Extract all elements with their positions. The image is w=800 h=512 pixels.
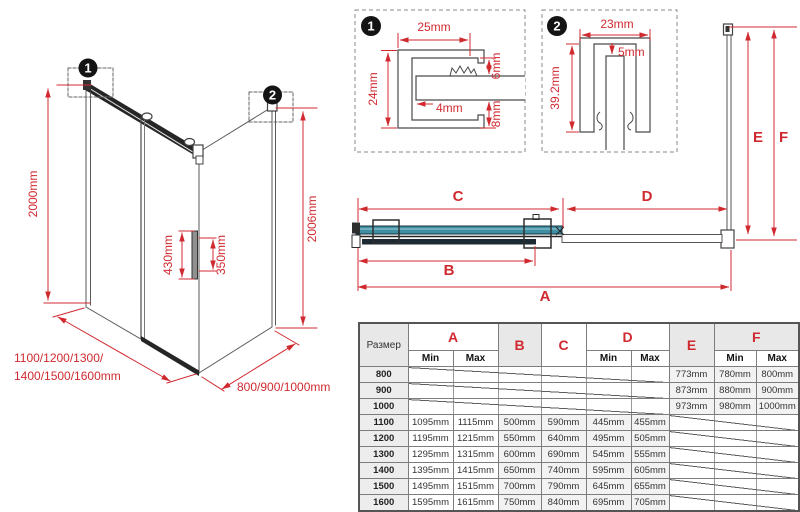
table-row xyxy=(359,415,799,431)
cell-not-applicable xyxy=(408,367,669,383)
cell-f-max: 900mm xyxy=(756,383,799,399)
wall-corner-block xyxy=(721,230,734,248)
cell-f-min: 780mm xyxy=(714,367,756,383)
cell-f-max: 1000mm xyxy=(756,399,799,415)
table-row xyxy=(359,431,799,447)
glass-panel-section xyxy=(606,56,624,150)
cell-c: 840mm xyxy=(541,495,586,512)
table-row xyxy=(359,479,799,495)
table-row xyxy=(359,367,799,383)
subheader-f-min: Min xyxy=(714,351,756,367)
plan-dim-a-label: A xyxy=(539,288,551,305)
col-header-b: B xyxy=(498,323,541,367)
table-row xyxy=(359,495,799,512)
detail-1-width-label: 25mm xyxy=(417,20,451,34)
dim-handle-label: 430mm xyxy=(161,234,175,276)
cell-size: 1100 xyxy=(359,415,408,431)
cell-a-max: 1115mm xyxy=(453,415,498,431)
cell-d-min: 545mm xyxy=(586,447,631,463)
cell-d-max: 505mm xyxy=(631,431,669,447)
cell-a-max: 1215mm xyxy=(453,431,498,447)
cell-c: 640mm xyxy=(541,431,586,447)
cell-d-min: 595mm xyxy=(586,463,631,479)
table-row xyxy=(359,447,799,463)
cell-a-max: 1615mm xyxy=(453,495,498,512)
dim-width-label-line2: 1400/1500/1600mm xyxy=(14,369,121,383)
cell-b: 750mm xyxy=(498,495,541,512)
cell-e: 973mm xyxy=(669,399,714,415)
wall-profile-cap xyxy=(352,223,360,234)
cell-not-applicable xyxy=(669,415,799,431)
front-panel xyxy=(86,85,199,373)
detail-1-bottom-label: 8mm xyxy=(489,100,503,128)
cell-d-min: 445mm xyxy=(586,415,631,431)
plan-dim-b-label: B xyxy=(443,262,455,279)
cell-d-max: 455mm xyxy=(631,415,669,431)
cell-a-max: 1315mm xyxy=(453,447,498,463)
dim-handle-gap-label: 350mm xyxy=(214,234,228,276)
cell-f-min: 980mm xyxy=(714,399,756,415)
detail-1 xyxy=(355,10,525,152)
detail-1-number: 1 xyxy=(367,18,375,34)
side-panel xyxy=(199,107,272,373)
size-table xyxy=(358,322,800,512)
cell-d-min: 645mm xyxy=(586,479,631,495)
cell-a-max: 1515mm xyxy=(453,479,498,495)
col-header-a: A xyxy=(408,323,498,351)
cell-e: 873mm xyxy=(669,383,714,399)
dim-height-right-label: 2006mm xyxy=(305,195,319,243)
col-header-c: C xyxy=(541,323,586,367)
iso-view xyxy=(14,59,330,395)
col-header-size: Размер xyxy=(359,323,408,367)
cell-d-max: 705mm xyxy=(631,495,669,512)
detail-2 xyxy=(542,10,677,152)
cell-f-max: 800mm xyxy=(756,367,799,383)
cell-not-applicable xyxy=(669,463,799,479)
col-header-e: E xyxy=(669,323,714,367)
cell-a-min: 1395mm xyxy=(408,463,453,479)
cell-c: 790mm xyxy=(541,479,586,495)
cell-not-applicable xyxy=(669,479,799,495)
cell-b: 500mm xyxy=(498,415,541,431)
detail-2-width-label: 23mm xyxy=(600,17,634,31)
cell-f-min: 880mm xyxy=(714,383,756,399)
cell-d-max: 555mm xyxy=(631,447,669,463)
dim-width-label-line1: 1100/1200/1300/ xyxy=(14,351,104,365)
cell-size: 1200 xyxy=(359,431,408,447)
cell-b: 650mm xyxy=(498,463,541,479)
door-handle xyxy=(192,231,198,279)
dim-height-left-label: 2000mm xyxy=(26,170,40,218)
cell-size: 1500 xyxy=(359,479,408,495)
detail-1-height-label: 24mm xyxy=(366,72,380,106)
dim-depth-label: 800/900/1000mm xyxy=(237,380,331,394)
cell-size: 1300 xyxy=(359,447,408,463)
plan-dim-f-label: F xyxy=(779,129,789,146)
roller-icon xyxy=(142,113,152,120)
subheader-d-max: Max xyxy=(631,351,669,367)
cell-a-min: 1495mm xyxy=(408,479,453,495)
detail-2-inset-label: 5mm xyxy=(618,45,645,59)
cell-a-min: 1095mm xyxy=(408,415,453,431)
plan-dim-c-label: C xyxy=(452,188,464,205)
cell-not-applicable xyxy=(669,495,799,512)
detail-2-height-label: 39.2mm xyxy=(548,66,562,110)
fixed-panel xyxy=(562,235,722,243)
cell-not-applicable xyxy=(669,447,799,463)
cell-c: 740mm xyxy=(541,463,586,479)
cell-a-min: 1195mm xyxy=(408,431,453,447)
corner-bracket xyxy=(196,156,203,164)
cell-size: 1400 xyxy=(359,463,408,479)
cell-size: 1000 xyxy=(359,399,408,415)
callout-1-number: 1 xyxy=(84,60,92,76)
subheader-f-max: Max xyxy=(756,351,799,367)
detail-2-number: 2 xyxy=(553,18,561,34)
wall-profile-cap xyxy=(352,235,360,248)
col-header-d: D xyxy=(586,323,669,351)
subheader-a-max: Max xyxy=(453,351,498,367)
plan-dim-e-label: E xyxy=(753,129,764,146)
cell-d-max: 655mm xyxy=(631,479,669,495)
cell-size: 800 xyxy=(359,367,408,383)
cell-d-min: 495mm xyxy=(586,431,631,447)
table-row xyxy=(359,383,799,399)
cell-size: 900 xyxy=(359,383,408,399)
cell-c: 590mm xyxy=(541,415,586,431)
cell-not-applicable xyxy=(669,431,799,447)
callout-2-number: 2 xyxy=(268,87,277,103)
sliding-door-glass xyxy=(356,226,562,234)
plan-dim-d-label: D xyxy=(641,188,653,205)
cell-b: 700mm xyxy=(498,479,541,495)
cell-c: 690mm xyxy=(541,447,586,463)
cell-not-applicable xyxy=(408,399,669,415)
cell-b: 550mm xyxy=(498,431,541,447)
cell-d-min: 695mm xyxy=(586,495,631,512)
cell-not-applicable xyxy=(408,383,669,399)
detail-1-top-label: 6mm xyxy=(489,52,503,80)
cell-b: 600mm xyxy=(498,447,541,463)
subheader-d-min: Min xyxy=(586,351,631,367)
table-row xyxy=(359,463,799,479)
subheader-a-min: Min xyxy=(408,351,453,367)
table-row xyxy=(359,399,799,415)
cell-a-max: 1415mm xyxy=(453,463,498,479)
glass-panel-section xyxy=(416,76,525,100)
cell-e: 773mm xyxy=(669,367,714,383)
cell-d-max: 605mm xyxy=(631,463,669,479)
cell-a-min: 1295mm xyxy=(408,447,453,463)
cell-a-min: 1595mm xyxy=(408,495,453,512)
col-header-f: F xyxy=(714,323,799,351)
detail-1-gap-label: 4mm xyxy=(436,101,463,115)
cell-size: 1600 xyxy=(359,495,408,512)
